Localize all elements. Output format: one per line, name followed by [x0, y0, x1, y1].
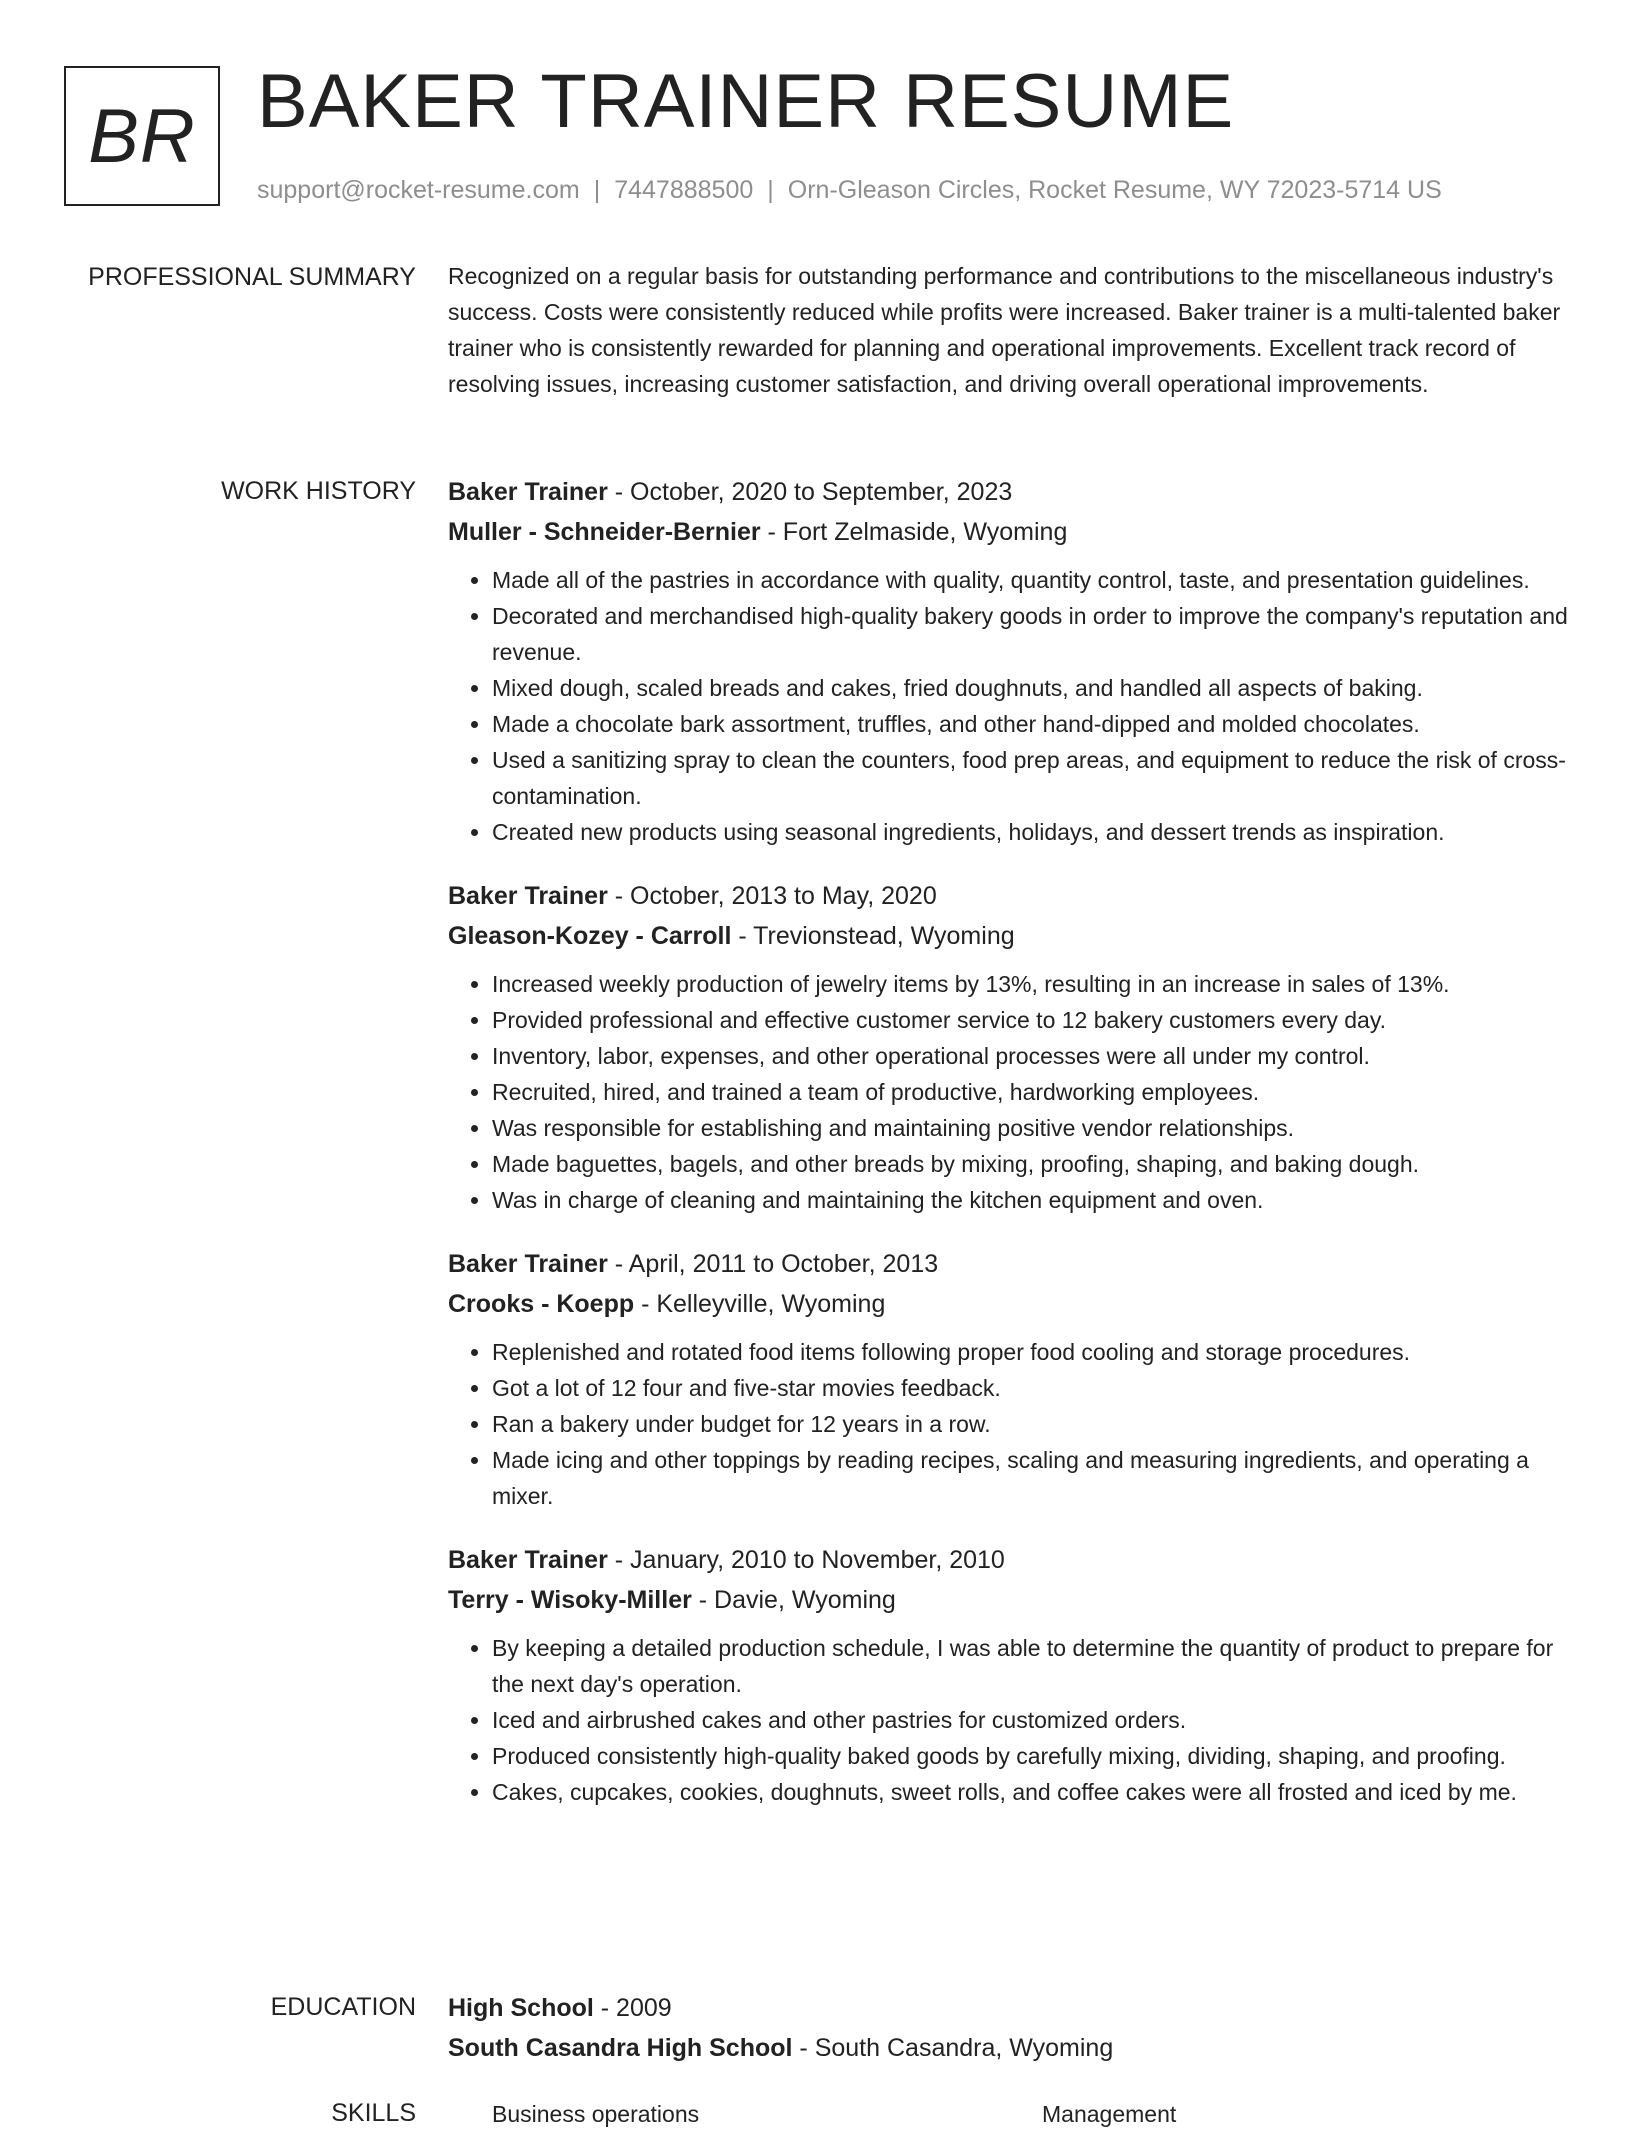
- list-item: • Provided professional and effective customer service to 12 bakery customers every day.: [492, 1002, 1568, 1038]
- education-school: South Casandra High School: [448, 2034, 793, 2062]
- job-title-line: Baker Trainer - October, 2020 to September, 2023: [448, 478, 1013, 506]
- page-title: BAKER TRAINER RESUME: [257, 59, 1235, 144]
- work-history-list: [448, 472, 1568, 1836]
- skills-body: [448, 2096, 1568, 2136]
- job-location: Trevionstead, Wyoming: [753, 922, 1015, 950]
- list-item: • Cakes, cupcakes, cookies, doughnuts, sweet rolls, and coffee cakes were all frosted and iced by me.: [492, 1774, 1568, 1810]
- job-company: Crooks - Koepp: [448, 1290, 635, 1318]
- job-entry: [448, 1540, 1568, 1810]
- job-dates: October, 2013 to May, 2020: [630, 882, 937, 910]
- list-item: • Made a chocolate bark assortment, truffles, and other hand-dipped and molded chocolates.: [492, 706, 1568, 742]
- job-company-line: Terry - Wisoky-Miller - Davie, Wyoming: [448, 1586, 896, 1614]
- list-item: • Was responsible for establishing and maintaining positive vendor relationships.: [492, 1110, 1568, 1146]
- job-company-line: Gleason-Kozey - Carroll - Trevionstead, Wyoming: [448, 922, 1015, 950]
- job-title-line: Baker Trainer - April, 2011 to October, 2013: [448, 1250, 939, 1278]
- contact-separator: |: [593, 176, 601, 204]
- contact-phone[interactable]: 7447888500: [614, 176, 754, 204]
- education-degree-line: High School - 2009: [448, 1994, 672, 2022]
- list-item: • Made icing and other toppings by reading recipes, scaling and measuring ingredients, and operating a mixer.: [492, 1442, 1568, 1514]
- section-label-skills: SKILLS: [331, 2099, 416, 2127]
- skill-item: Management: [1042, 2101, 1177, 2127]
- education-school-line: South Casandra High School - South Casandra, Wyoming: [448, 2034, 1114, 2062]
- education-year: 2009: [616, 1994, 672, 2022]
- job-bullets: [448, 562, 1568, 850]
- job-location: Kelleyville, Wyoming: [656, 1290, 886, 1318]
- list-item: • Created new products using seasonal ingredients, holidays, and dessert trends as inspiration.: [492, 814, 1568, 850]
- summary-body: [448, 258, 1568, 402]
- section-label-summary: PROFESSIONAL SUMMARY: [88, 263, 416, 291]
- list-item: • Made all of the pastries in accordance with quality, quantity control, taste, and presentation guidelines.: [492, 562, 1568, 598]
- job-company: Muller - Schneider-Bernier: [448, 518, 761, 546]
- section-label-education: EDUCATION: [270, 1993, 416, 2021]
- job-title: Baker Trainer: [448, 1250, 608, 1278]
- education-body: [448, 1988, 1568, 2068]
- job-location: Fort Zelmaside, Wyoming: [782, 518, 1068, 546]
- monogram: BR: [64, 66, 220, 206]
- job-company: Gleason-Kozey - Carroll: [448, 922, 732, 950]
- summary-text: Recognized on a regular basis for outstanding performance and contributions to the miscellaneous industry's success. Costs were consistently reduced while profits were increased. Baker trainer is a multi-talented baker trainer who is consistently rewarded for planning and operational improvements. Excellent track record of resolving issues, increasing customer satisfaction, and driving overall operational improvements.: [448, 263, 1561, 397]
- list-item: • Iced and airbrushed cakes and other pastries for customized orders.: [492, 1702, 1568, 1738]
- list-item: • Decorated and merchandised high-quality bakery goods in order to improve the company's reputation and revenue.: [492, 598, 1568, 670]
- education-degree: High School: [448, 1994, 594, 2022]
- education-location: South Casandra, Wyoming: [814, 2034, 1114, 2062]
- list-item: • Inventory, labor, expenses, and other operational processes were all under my control.: [492, 1038, 1568, 1074]
- job-dates: October, 2020 to September, 2023: [630, 478, 1013, 506]
- list-item: • Got a lot of 12 four and five-star movies feedback.: [492, 1370, 1568, 1406]
- contact-line: [257, 174, 1442, 206]
- job-company-line: Muller - Schneider-Bernier - Fort Zelmaside, Wyoming: [448, 518, 1068, 546]
- job-title: Baker Trainer: [448, 1546, 608, 1574]
- job-title-line: Baker Trainer - October, 2013 to May, 2020: [448, 882, 937, 910]
- job-title: Baker Trainer: [448, 882, 608, 910]
- job-location: Davie, Wyoming: [714, 1586, 896, 1614]
- list-item: • Mixed dough, scaled breads and cakes, fried doughnuts, and handled all aspects of baking.: [492, 670, 1568, 706]
- job-entry: [448, 1244, 1568, 1514]
- job-title: Baker Trainer: [448, 478, 608, 506]
- job-company-line: Crooks - Koepp - Kelleyville, Wyoming: [448, 1290, 886, 1318]
- job-bullets: [448, 966, 1568, 1218]
- contact-separator: |: [767, 176, 774, 204]
- job-dates: April, 2011 to October, 2013: [628, 1250, 939, 1278]
- list-item: • Recruited, hired, and trained a team of productive, hardworking employees.: [492, 1074, 1568, 1110]
- job-bullets: [448, 1630, 1568, 1810]
- contact-address: Orn-Gleason Circles, Rocket Resume, WY 72023-5714 US: [787, 176, 1442, 204]
- list-item: • Ran a bakery under budget for 12 years in a row.: [492, 1406, 1568, 1442]
- section-label-work-history: WORK HISTORY: [221, 477, 416, 505]
- list-item: • Used a sanitizing spray to clean the counters, food prep areas, and equipment to reduce the risk of cross-contamination.: [492, 742, 1568, 814]
- list-item: • Increased weekly production of jewelry items by 13%, resulting in an increase in sales of 13%.: [492, 966, 1568, 1002]
- job-bullets: [448, 1334, 1568, 1514]
- list-item: • By keeping a detailed production schedule, I was able to determine the quantity of product to prepare for the next day's operation.: [492, 1630, 1568, 1702]
- skills-row: [448, 2096, 1568, 2136]
- job-dates: January, 2010 to November, 2010: [630, 1546, 1005, 1574]
- list-item: • Replenished and rotated food items following proper food cooling and storage procedures.: [492, 1334, 1568, 1370]
- list-item: • Was in charge of cleaning and maintaining the kitchen equipment and oven.: [492, 1182, 1568, 1218]
- job-entry: [448, 876, 1568, 1218]
- list-item: • Made baguettes, bagels, and other breads by mixing, proofing, shaping, and baking dough.: [492, 1146, 1568, 1182]
- list-item: • Produced consistently high-quality baked goods by carefully mixing, dividing, shaping, and proofing.: [492, 1738, 1568, 1774]
- job-title-line: Baker Trainer - January, 2010 to November, 2010: [448, 1546, 1005, 1574]
- contact-email[interactable]: support@rocket-resume.com: [257, 176, 580, 204]
- skill-item: Business operations: [492, 2101, 700, 2127]
- job-entry: [448, 472, 1568, 850]
- job-company: Terry - Wisoky-Miller: [448, 1586, 692, 1614]
